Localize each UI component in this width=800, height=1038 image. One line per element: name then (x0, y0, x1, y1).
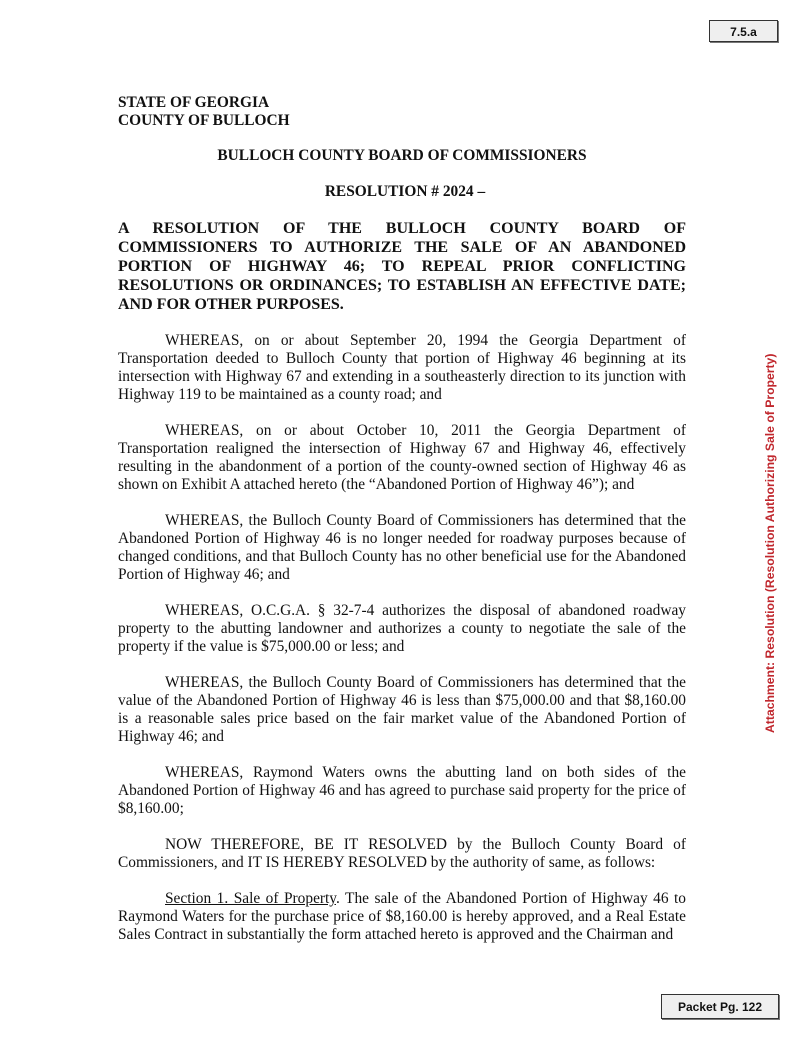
county-line: COUNTY OF BULLOCH (118, 112, 290, 129)
resolution-title: A RESOLUTION OF THE BULLOCH COUNTY BOARD OF COMMISSIONERS TO AUTHORIZE THE SALE OF AN ABANDONED PORTION OF HIGHWAY 46; TO REPEAL PRIOR CONFLICTING RESOLUTIONS OR ORDINANCES; TO ESTABLISH AN EFFECTIVE DATE; AND FOR OTHER PURPOSES. (118, 220, 686, 313)
agenda-item-tag: 7.5.a (709, 20, 778, 42)
state-line: STATE OF GEORGIA (118, 94, 270, 111)
now-therefore-paragraph: NOW THEREFORE, BE IT RESOLVED by the Bulloch County Board of Commissioners, and IT IS HEREBY RESOLVED by the authority of same, as follows: (118, 836, 686, 871)
section-1-paragraph (118, 890, 686, 944)
packet-page-number: Packet Pg. 122 (661, 994, 779, 1019)
whereas-paragraph-6: WHEREAS, Raymond Waters owns the abutting land on both sides of the Abandoned Portion of Highway 46 and has agreed to purchase said property for the price of $8,160.00; (118, 764, 686, 817)
resolution-number: RESOLUTION # 2024 – (324, 183, 486, 200)
whereas-paragraph-1: WHEREAS, on or about September 20, 1994 the Georgia Department of Transportation deeded to Bulloch County that portion of Highway 46 beginning at its intersection with Highway 67 and extending in a southeasterly direction to its junction with Highway 119 to be maintained as a county road; and (118, 332, 686, 403)
board-heading: BULLOCH COUNTY BOARD OF COMMISSIONERS (217, 147, 587, 164)
resolution-document (118, 94, 686, 944)
whereas-paragraph-2: WHEREAS, on or about October 10, 2011 the Georgia Department of Transportation realigned the intersection of Highway 67 and Highway 46, effectively resulting in the abandonment of a portion of the county-owned section of Highway 46 as shown on Exhibit A attached hereto (the “Abandoned Portion of Highway 46”); and (118, 422, 686, 493)
section-1-body: . The sale of the Abandoned Portion of Highway 46 to Raymond Waters for the purchase price of $8,160.00 is hereby approved, and a Real Estate Sales Contract in substantially the form attached hereto is approved and the Chairman and (118, 890, 686, 943)
section-1-heading: Section 1. Sale of Property (165, 890, 336, 907)
whereas-paragraph-5: WHEREAS, the Bulloch County Board of Commissioners has determined that the value of the Abandoned Portion of Highway 46 is less than $75,000.00 and that $8,160.00 is a reasonable sales price based on the fair market value of the Abandoned Portion of Highway 46; and (118, 674, 686, 745)
attachment-sidebar-label: Attachment: Resolution (Resolution Authorizing Sale of Property) (763, 353, 777, 733)
whereas-paragraph-4: WHEREAS, O.C.G.A. § 32-7-4 authorizes the disposal of abandoned roadway property to the abutting landowner and authorizes a county to negotiate the sale of the property if the value is $75,000.00 or less; and (118, 602, 686, 655)
whereas-paragraph-3: WHEREAS, the Bulloch County Board of Commissioners has determined that the Abandoned Portion of Highway 46 is no longer needed for roadway purposes because of changed conditions, and that Bulloch County has no other beneficial use for the Abandoned Portion of Highway 46; and (118, 512, 686, 583)
